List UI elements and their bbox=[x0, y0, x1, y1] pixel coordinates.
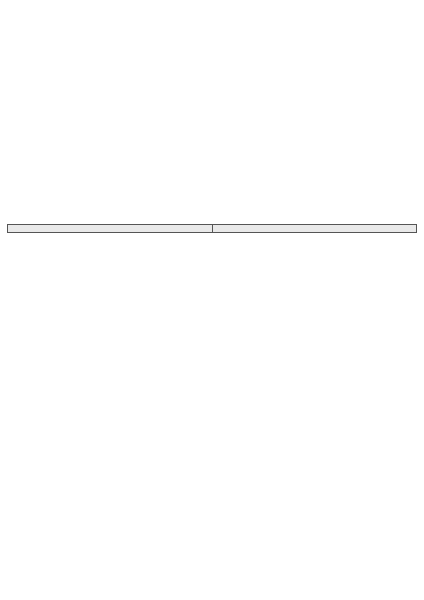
gfde-logo bbox=[8, 6, 128, 36]
logo-letters bbox=[8, 6, 128, 36]
eigenanteil-table bbox=[7, 224, 417, 233]
betreuung-note bbox=[8, 224, 213, 232]
betreuung-amount bbox=[212, 224, 417, 232]
